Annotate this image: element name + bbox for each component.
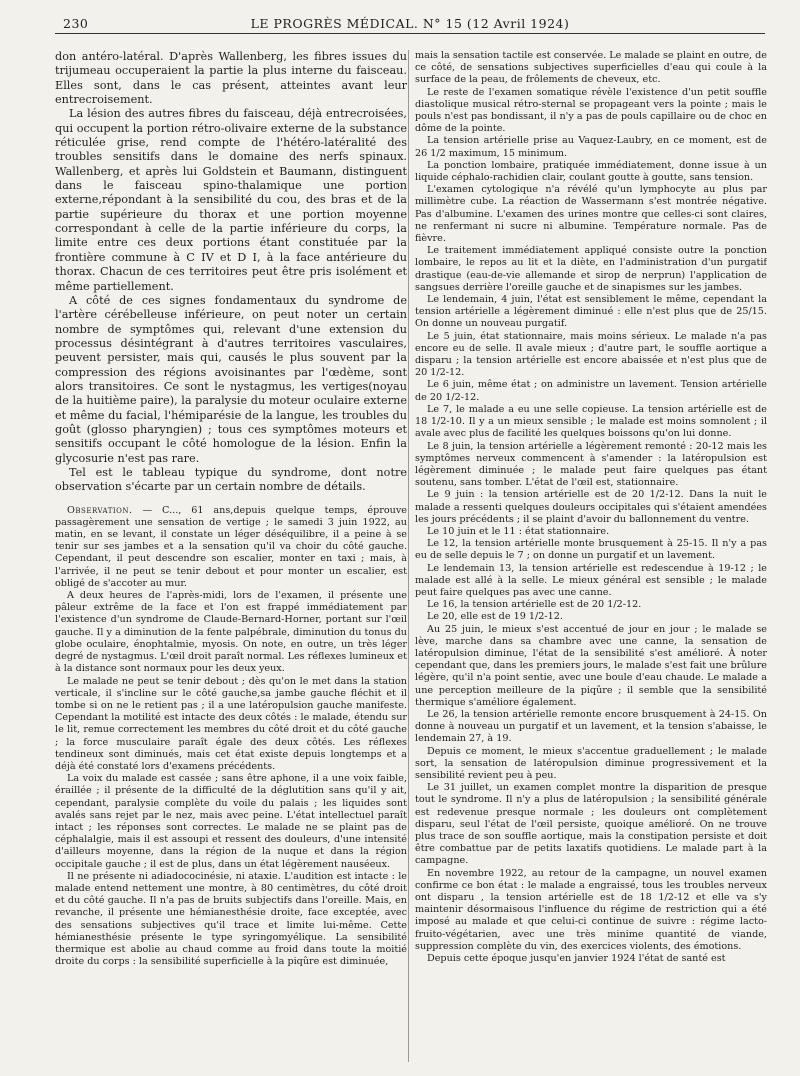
paragraph: Depuis ce moment, le mieux s'accentue graduellement ; le malade sort, la sensation de latéropulsion diminue progressivement et la sensibilité revient peu à peu. bbox=[415, 745, 767, 781]
journal-title: LE PROGRÈS MÉDICAL. N° 15 (12 Avril 1924) bbox=[250, 16, 570, 31]
paragraph: Tel est le tableau typique du syndrome, dont notre observation s'écarte par un certain nombre de détails. bbox=[55, 465, 407, 494]
main-text-block bbox=[55, 50, 407, 495]
header-rule bbox=[55, 33, 765, 34]
paragraph: Le lendemain, 4 juin, l'état est sensiblement le même, cependant la tension artérielle a légèrement diminué : elle n'est plus que de 25/15. On donne un nouveau purgatif. bbox=[415, 294, 767, 330]
paragraph: La lésion des autres fibres du faisceau, déjà entrecroisées, qui occupent la portion rétro-olivaire externe de la substance réticulée grise, rend compte de l'hétéro-latéralité des troubles sensitifs dans le domaine des nerfs spinaux. Wallenberg, et après lui Goldstein et Baumann, distinguent dans le faisceau spino-thalamique une portion externe,répondant à la sensibilité du cou, des bras et de la partie supérieure du thorax et une portion moyenne correspondant à celle de la partie inférieure du corps, la limite entre ces deux portions étant constituée par la frontière commune à C IV et D I, à la face antérieure du thorax. Chacun de ces territoires peut être pris isolément et même partiellement. bbox=[55, 107, 407, 293]
paragraph: don antéro-latéral. D'après Wallenberg, les fibres issues du trijumeau occuperaient la partie la plus interne du faisceau. Elles sont, dans le cas présent, atteintes avant leur entrecroisement. bbox=[55, 50, 407, 107]
paragraph: Le 12, la tension artérielle monte brusquement à 25-15. Il n'y a pas eu de selle depuis le 7 ; on donne un purgatif et un lavement. bbox=[415, 538, 767, 562]
paragraph: Le 31 juillet, un examen complet montre la disparition de presque tout le syndrome. Il n'y a plus de latéropulsion ; la sensibilité générale est redevenue presque normale ; les douleurs ont complètement disparu, seul l'état de l'œil persiste, quoique amélioré. On ne trouve plus trace de son souffle aortique, mais la constipation persiste et doit être combattue par de petits laxatifs quotidiens. Le malade part à la campagne. bbox=[415, 782, 767, 867]
observation-block bbox=[55, 505, 407, 969]
observation-paragraph: Le malade ne peut se tenir debout ; dès qu'on le met dans la station verticale, il s'incline sur le côté gauche,sa jambe gauche fléchit et il tombe si on ne le retient pas ; il a une latéropulsion gauche manifeste. Cependant la motilité est intacte des deux côtés : le malade, étendu sur le lit, remue correctement les membres du côté droit et du côté gauche ; la force musculaire paraît égale des deux côtés. Les réflexes tendineux sont diminués, mais cet état existe depuis longtemps et a déjà été constaté lors d'examens précédents. bbox=[55, 675, 407, 772]
page-number: 230 bbox=[63, 16, 89, 31]
paragraph: En novembre 1922, au retour de la campagne, un nouvel examen confirme ce bon état : le malade a engraissé, tous les troubles nerveux ont disparu , la tension artérielle est de 18 1/2-12 et elle va s'y maintenir désormaisous l'influence du régime de restriction qui a été imposé au malade et que celui-ci continue de suivre : régime lacto-fruito-végétarien, avec une très minime quantité de viande, suppression complète du vin, des exercices violents, des émotions. bbox=[415, 867, 767, 952]
paragraph: Le 16, la tension artérielle est de 20 1/2-12. bbox=[427, 599, 642, 611]
observation-paragraph: A deux heures de l'après-midi, lors de l'examen, il présente une pâleur extrême de la face et l'on est frappé immédiatement par l'existence d'un syndrome de Claude-Bernard-Horner, portant sur l'œil gauche. Il y a diminution de la fente palpébrale, diminution du tonus du globe oculaire, énophtalmie, myosis. On note, en outre, un très léger degré de nystagmus. L'œil droit paraît normal. Les réflexes lumineux et à la distance sont normaux pour les deux yeux. bbox=[55, 590, 407, 675]
paragraph: Le 8 juin, la tension artérielle a légèrement remonté : 20-12 mais les symptômes nerveux commencent à s'amender : la latéropulsion est légèrement diminuée ; le malade peut faire quelques pas étant soutenu, sans tomber. L'état de l'œil est, stationnaire. bbox=[415, 440, 767, 489]
paragraph: Le 26, la tension artérielle remonte encore brusquement à 24-15. On donne à nouveau un purgatif et un lavement, et la tension s'abaisse, le lendemain 27, à 19. bbox=[415, 708, 767, 745]
observation-paragraph: Il ne présente ni adiadococinésie, ni ataxie. L'audition est intacte : le malade entend nettement une montre, à 80 centimètres, du côté droit et du côté gauche. Il n'a pas de bruits subjectifs dans l'oreille. Mais, en revanche, il présente une hémianesthésie droite, face exceptée, avec des sensations subjectives qu'il trace et limite lui-même. Cette hémianesthésie présente le type syringomyélique. La sensibilité thermique est abolie au chaud comme au froid dans toute la moitié droite du corps : la sensibilité superficielle à la piqûre est diminuée, bbox=[55, 870, 407, 968]
observation-text: — C..., 61 ans,depuis quelque temps, éprouve passagèrement une sensation de vertige ; le samedi 3 juin 1922, au matin, en se levant, il constate un léger déséquilibre, il a peine à se tenir sur ses jambes et a la sensation qu'il va choir du côté gauche. Cependant, il peut descendre son escalier, monter en taxi ; mais, à l'arrivée, il ne peut se tenir debout et pour monter un escalier, est obligé de s'accoter au mur. bbox=[55, 504, 407, 589]
paragraph: Le 5 juin, état stationnaire, mais moins sérieux. Le malade n'a pas encore eu de selle. Il avale mieux ; d'autre part, le souffle aortique a disparu ; la tension artérielle est encore abaissée et n'est plus que de 20 1/2-12. bbox=[415, 330, 767, 379]
paragraph: Le 20, elle est de 19 1/2-12. bbox=[427, 611, 563, 623]
observation-paragraph: La voix du malade est cassée ; sans être aphone, il a une voix faible, éraillée ; il présente de la difficulté de la déglutition sans qu'il y ait, cependant, paralysie complète du voile du palais ; les liquides sont avalés sans rejet par le nez, mais avec peine. L'état intellectuel paraît intact ; les réponses sont correctes. Le malade ne se plaint pas de céphalalgie, mais il est assoupi et ressent des douleurs, d'une intensité d'ailleurs moyenne, dans la région de la nuque et dans la région occipitale gauche ; il est de plus, dans un état légèrement nauséeux. bbox=[55, 773, 407, 870]
paragraph: mais la sensation tactile est conservée. Le malade se plaint en outre, de ce côté, de sensations subjectives superficielles d'eau qui coule à la surface de la peau, de frôlements de cheveux, etc. bbox=[415, 50, 767, 86]
paragraph: A côté de ces signes fondamentaux du syndrome de l'artère cérébelleuse inférieure, on peut noter un certain nombre de symptômes qui, relevant d'une extension du processus désintégrant à d'autres territoires vasculaires, peuvent persister, mais qui, causés le plus souvent par la compression des régions avoisinantes par l'œdème, sont alors transitoires. Ce sont le nystagmus, les vertiges(noyau de la huitième paire), la paralysie du moteur oculaire externe et même du facial, l'hémiparésie de la langue, les troubles du goût (glosso pharyngien) ; tous ces symptômes moteurs et sensitifs occupant le côté homologue de la lésion. Enfin la glycosurie n'est pas rare. bbox=[55, 293, 407, 465]
paragraph: Le 10 juin et le 11 : état stationnaire. bbox=[427, 525, 610, 537]
paragraph: Le 7, le malade a eu une selle copieuse. La tension artérielle est de 18 1/2-10. Il y a un mieux sensible ; le malade est moins somnolent ; il avale avec plus de facilité les quelques boissons qu'on lui donne. bbox=[415, 403, 767, 440]
running-header bbox=[55, 12, 765, 32]
paragraph: La tension artérielle prise au Vaquez-Laubry, en ce moment, est de 26 1/2 maximum, 15 minimum. bbox=[415, 135, 767, 159]
paragraph: Depuis cette époque jusqu'en janvier 1924 l'état de santé est bbox=[427, 953, 726, 965]
observation-label: Observation. bbox=[67, 504, 133, 516]
paragraph: Le lendemain 13, la tension artérielle est redescendue à 19-12 ; le malade est allé à la selle. Le mieux général est sensible ; le malade peut faire quelques pas avec une canne. bbox=[415, 562, 767, 598]
spacer bbox=[55, 495, 407, 505]
column-divider bbox=[408, 50, 409, 1062]
paragraph: Le traitement immédiatement appliqué consiste outre la ponction lombaire, le repos au lit et la diète, en l'administration d'un purgatif drastique (eau-de-vie allemande et sirop de nerprun) l'application de sangsues derrière l'oreille gauche et de sinapismes sur les jambes. bbox=[415, 245, 767, 293]
paragraph: Le 9 juin : la tension artérielle est de 20 1/2-12. Dans la nuit le malade a ressenti quelques douleurs occipitales qui s'étaient amendées les jours précédents ; il se plaint d'avoir du ballonnement du ventre. bbox=[415, 489, 767, 525]
paragraph: Le 6 juin, même état ; on administre un lavement. Tension artérielle de 20 1/2-12. bbox=[415, 379, 767, 403]
observation-paragraph bbox=[55, 505, 407, 590]
paragraph: L'examen cytologique n'a révélé qu'un lymphocyte au plus par millimètre cube. La réaction de Wassermann s'est montrée négative. Pas d'albumine. L'examen des urines montre que celles-ci sont claires, ne renfermant ni sucre ni albumine. Température normale. Pas de fièvre. bbox=[415, 184, 767, 245]
paragraph: La ponction lombaire, pratiquée immédiatement, donne issue à un liquide céphalo-rachidien clair, coulant goutte à goutte, sans tension. bbox=[415, 159, 767, 184]
paragraph: Au 25 juin, le mieux s'est accentué de jour en jour ; le malade se lève, marche dans sa chambre avec une canne, la sensation de latéropulsion diminue, l'état de la sensibilité s'est amélioré. À noter cependant que, dans les premiers jours, le malade s'est fait une brûlure légère, qu'il n'a point sentie, avec une boule d'eau chaude. Le malade a une perception meilleure de la piqûre ; il semble que la sensibilité thermique s'améliore également. bbox=[415, 623, 767, 708]
paragraph: Le reste de l'examen somatique révèle l'existence d'un petit souffle diastolique musical rétro-sternal se propageant vers la pointe ; mais le pouls n'est pas bondissant, il n'y a pas de pouls capillaire ou de choc en dôme de la pointe. bbox=[415, 86, 767, 135]
left-column bbox=[55, 50, 407, 1068]
right-column bbox=[415, 50, 767, 1068]
